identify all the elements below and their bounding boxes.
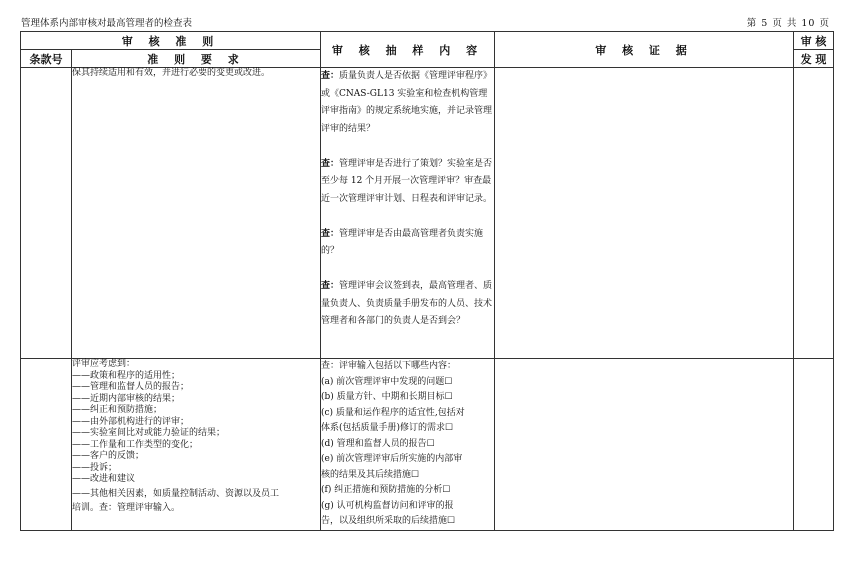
document-title: 管理体系内部审核对最高管理者的检查表	[21, 18, 193, 29]
finding-cell	[794, 359, 834, 531]
check-line: (c) 质量和运作程序的适宜性,包括对	[321, 407, 465, 418]
evidence-cell	[495, 68, 794, 359]
requirement-line: ——客户的反馈；	[72, 451, 145, 461]
requirement-line: ——实验室间比对或能力验证的结果；	[72, 428, 226, 438]
sampling-cell	[321, 359, 495, 531]
requirement-line: ——政策和程序的适用性；	[72, 370, 181, 381]
check-line: (d) 管理和监督人员的报告☐	[321, 438, 435, 449]
check-line: 告，以及组织所采取的后续措施☐	[321, 516, 456, 526]
check-line: 查：评审输入包括以下哪些内容：	[321, 361, 457, 371]
criteria-header: 审 核 准 则	[21, 32, 321, 50]
findings-header-line1: 审 核	[794, 32, 834, 50]
check-item: 查：管理评审是否由最高管理者负责实施的？	[321, 228, 484, 256]
requirement-cell	[72, 359, 321, 531]
requirement-line: 保其持续适用和有效，并进行必要的变更或改进。	[72, 68, 271, 78]
sampling-cell	[321, 68, 495, 359]
requirement-line: ——其他相关因素，如质量控制活动、资源以及员工	[72, 488, 280, 499]
finding-cell	[794, 68, 834, 359]
requirement-line: 培训。查：管理评审输入。	[72, 503, 181, 513]
requirement-line: ——管理和监督人员的报告；	[72, 382, 190, 392]
check-item: 查：管理评审会议签到表，最高管理者、质量负责人、负责质量手册发布的人员、技术管理者和各部门的负责人是否到会？	[321, 281, 493, 326]
clause-no-header: 条款号	[21, 50, 72, 68]
requirement-line: ——近期内部审核的结果；	[72, 393, 181, 404]
requirement-line: ——由外部机构进行的评审；	[72, 416, 190, 427]
table-row	[21, 68, 834, 359]
sampling-header: 审 核 抽 样 内 容	[321, 32, 495, 68]
requirement-line: ——纠正和预防措施；	[72, 405, 163, 415]
evidence-cell	[495, 359, 794, 531]
requirement-line: ——改进和建议	[72, 474, 136, 484]
requirement-cell	[72, 68, 321, 359]
requirement-line: 评审应考虑到：	[72, 359, 136, 369]
check-line: 核的结果及其后续措施☐	[321, 469, 420, 480]
audit-checklist-table	[20, 31, 834, 531]
check-line: (f) 纠正措施和预防措施的分析☐	[321, 485, 451, 495]
check-line: 体系(包括质量手册)修订的需求☐	[321, 423, 454, 433]
check-line: (b) 质量方针、中期和长期目标☐	[321, 392, 453, 402]
findings-header-line2: 发 现	[794, 50, 834, 68]
check-line: (a) 前次管理评审中发现的问题☐	[321, 376, 453, 387]
check-item: 查：质量负责人是否依据《管理评审程序》或《CNAS-GL13 实验室和检查机构管理评审指南》的规定系统地实施，并记录管理评审的结果？	[321, 71, 493, 134]
check-line: (e) 前次管理评审后所实施的内部审	[321, 454, 463, 464]
requirement-line: ——工作量和工作类型的变化；	[72, 439, 199, 450]
table-row	[21, 359, 834, 531]
requirement-header: 准 则 要 求	[72, 50, 321, 68]
clause-cell	[21, 68, 72, 359]
requirement-line: ——投诉；	[72, 462, 118, 473]
check-item: 查：管理评审是否进行了策划？实验室是否至少每 12 个月开展一次管理评审？审查最近一次管理评审计划、日程表和评审记录。	[321, 158, 493, 204]
clause-cell	[21, 359, 72, 531]
evidence-header: 审 核 证 据	[495, 32, 794, 68]
page-number: 第 5 页 共 10 页	[746, 18, 830, 29]
check-line: (g) 认可机构监督访问和评审的报	[321, 500, 454, 511]
